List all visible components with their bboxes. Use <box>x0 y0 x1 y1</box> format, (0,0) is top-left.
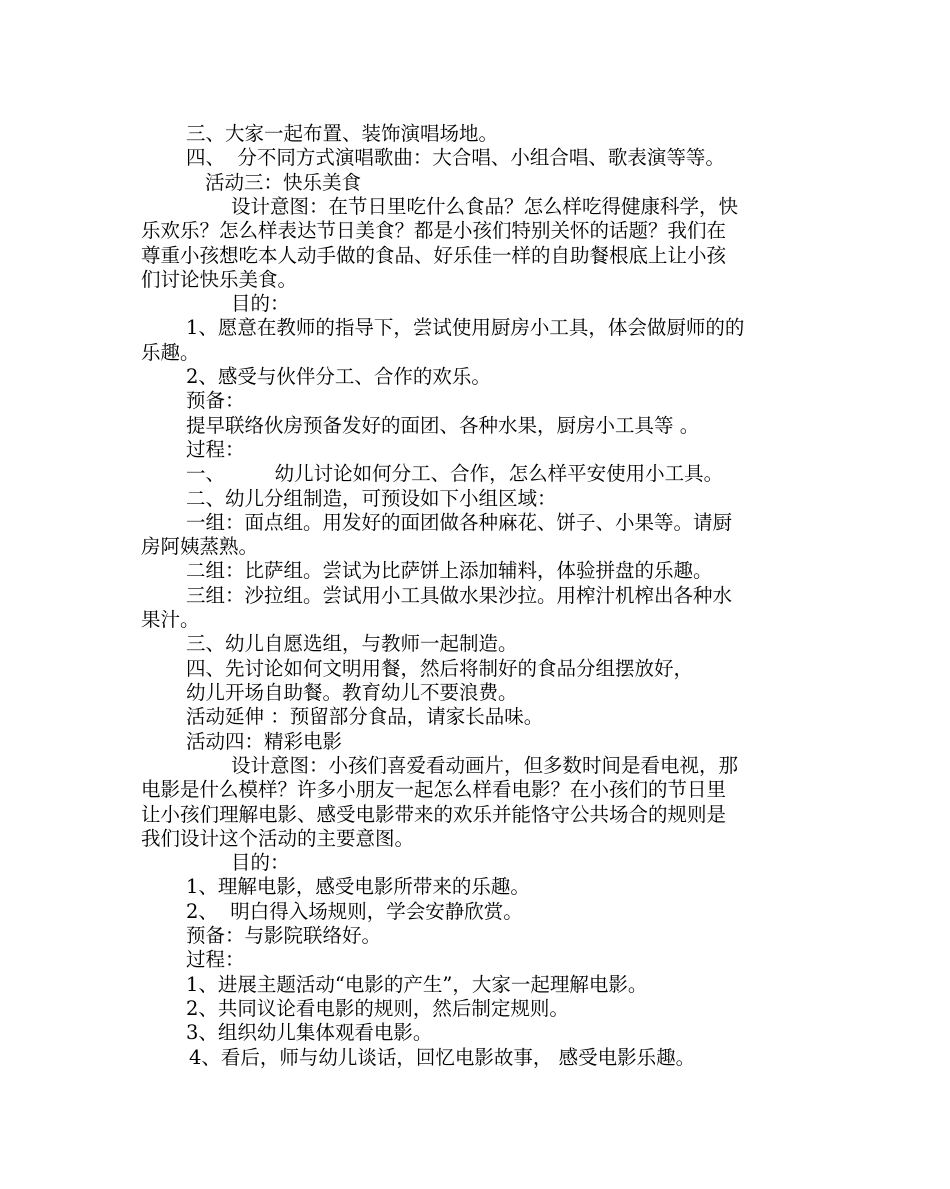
text-line: 2、共同议论看电影的规则，然后制定规则。 <box>186 997 569 1020</box>
text-line: 我们设计这个活动的主要意图。 <box>141 827 415 850</box>
text-line: 们讨论快乐美食。 <box>141 268 298 291</box>
text-line: 三、大家一起布置、装饰演唱场地。 <box>186 122 499 145</box>
text-line: 目的： <box>231 292 290 315</box>
text-line: 乐欢乐？怎么样表达节日美食？都是小孩们特别关怀的话题？我们在 <box>141 219 727 242</box>
text-line: 1、理解电影，感受电影所带来的乐趣。 <box>186 875 530 898</box>
text-line: 1、愿意在教师的指导下，尝试使用厨房小工具，体会做厨师的的 <box>186 316 745 339</box>
text-line: 提早联络伙房预备发好的面团、各种水果，厨房小工具等 。 <box>186 414 700 437</box>
text-line: 二组：比萨组。尝试为比萨饼上添加辅料，体验拼盘的乐趣。 <box>186 559 713 582</box>
text-line: 一组：面点组。用发好的面团做各种麻花、饼子、小果等。请厨 <box>186 511 733 534</box>
text-line: 一、 幼儿讨论如何分工、合作，怎么样平安使用小工具。 <box>186 462 724 485</box>
text-line: 3、组织幼儿集体观看电影。 <box>186 1021 433 1044</box>
text-line: 乐趣。 <box>141 341 200 364</box>
text-line: 让小孩们理解电影、感受电影带来的欢乐并能恪守公共场合的规则是 <box>141 803 727 826</box>
text-line: 三组：沙拉组。尝试用小工具做水果沙拉。用榨汁机榨出各种水 <box>186 584 733 607</box>
text-line: 尊重小孩想吃本人动手做的食品、好乐佳一样的自助餐根底上让小孩 <box>141 244 727 267</box>
text-line: 四、先讨论如何文明用餐，然后将制好的食品分组摆放好， <box>186 657 694 680</box>
text-line: 活动四：精彩电影 <box>186 730 343 753</box>
text-line: 设计意图：在节日里吃什么食品？怎么样吃得健康科学，快 <box>231 195 739 218</box>
text-line: 预备：与影院联络好。 <box>186 924 382 947</box>
text-line: 房阿姨蒸熟。 <box>141 535 259 558</box>
text-line: 1、进展主题活动“电影的产生”，大家一起理解电影。 <box>186 973 648 996</box>
text-line: 幼儿开场自助餐。教育幼儿不要浪费。 <box>186 681 518 704</box>
text-line: 2、 明白得入场规则，学会安静欣赏。 <box>186 900 523 923</box>
text-line: 过程： <box>186 948 245 971</box>
text-line: 果汁。 <box>141 608 200 631</box>
text-line: 预备： <box>186 389 245 412</box>
text-line: 四、 分不同方式演唱歌曲：大合唱、小组合唱、歌表演等等。 <box>186 146 725 169</box>
text-line: 2、感受与伙伴分工、合作的欢乐。 <box>186 365 491 388</box>
text-line: 过程： <box>186 438 245 461</box>
text-line: 4、看后，师与幼儿谈话，回忆电影故事， 感受电影乐趣。 <box>189 1046 696 1069</box>
text-line: 二、幼儿分组制造，可预设如下小组区域： <box>186 487 557 510</box>
text-line: 电影是什么模样？许多小朋友一起怎么样看电影？在小孩们的节日里 <box>141 778 727 801</box>
text-line: 三、幼儿自愿选组，与教师一起制造。 <box>186 632 518 655</box>
text-line: 目的： <box>231 851 290 874</box>
text-line: 活动三：快乐美食 <box>205 171 362 194</box>
text-line: 活动延伸 ：预留部分食品，请家长品味。 <box>186 705 544 728</box>
text-line: 设计意图：小孩们喜爱看动画片，但多数时间是看电视，那 <box>231 754 739 777</box>
